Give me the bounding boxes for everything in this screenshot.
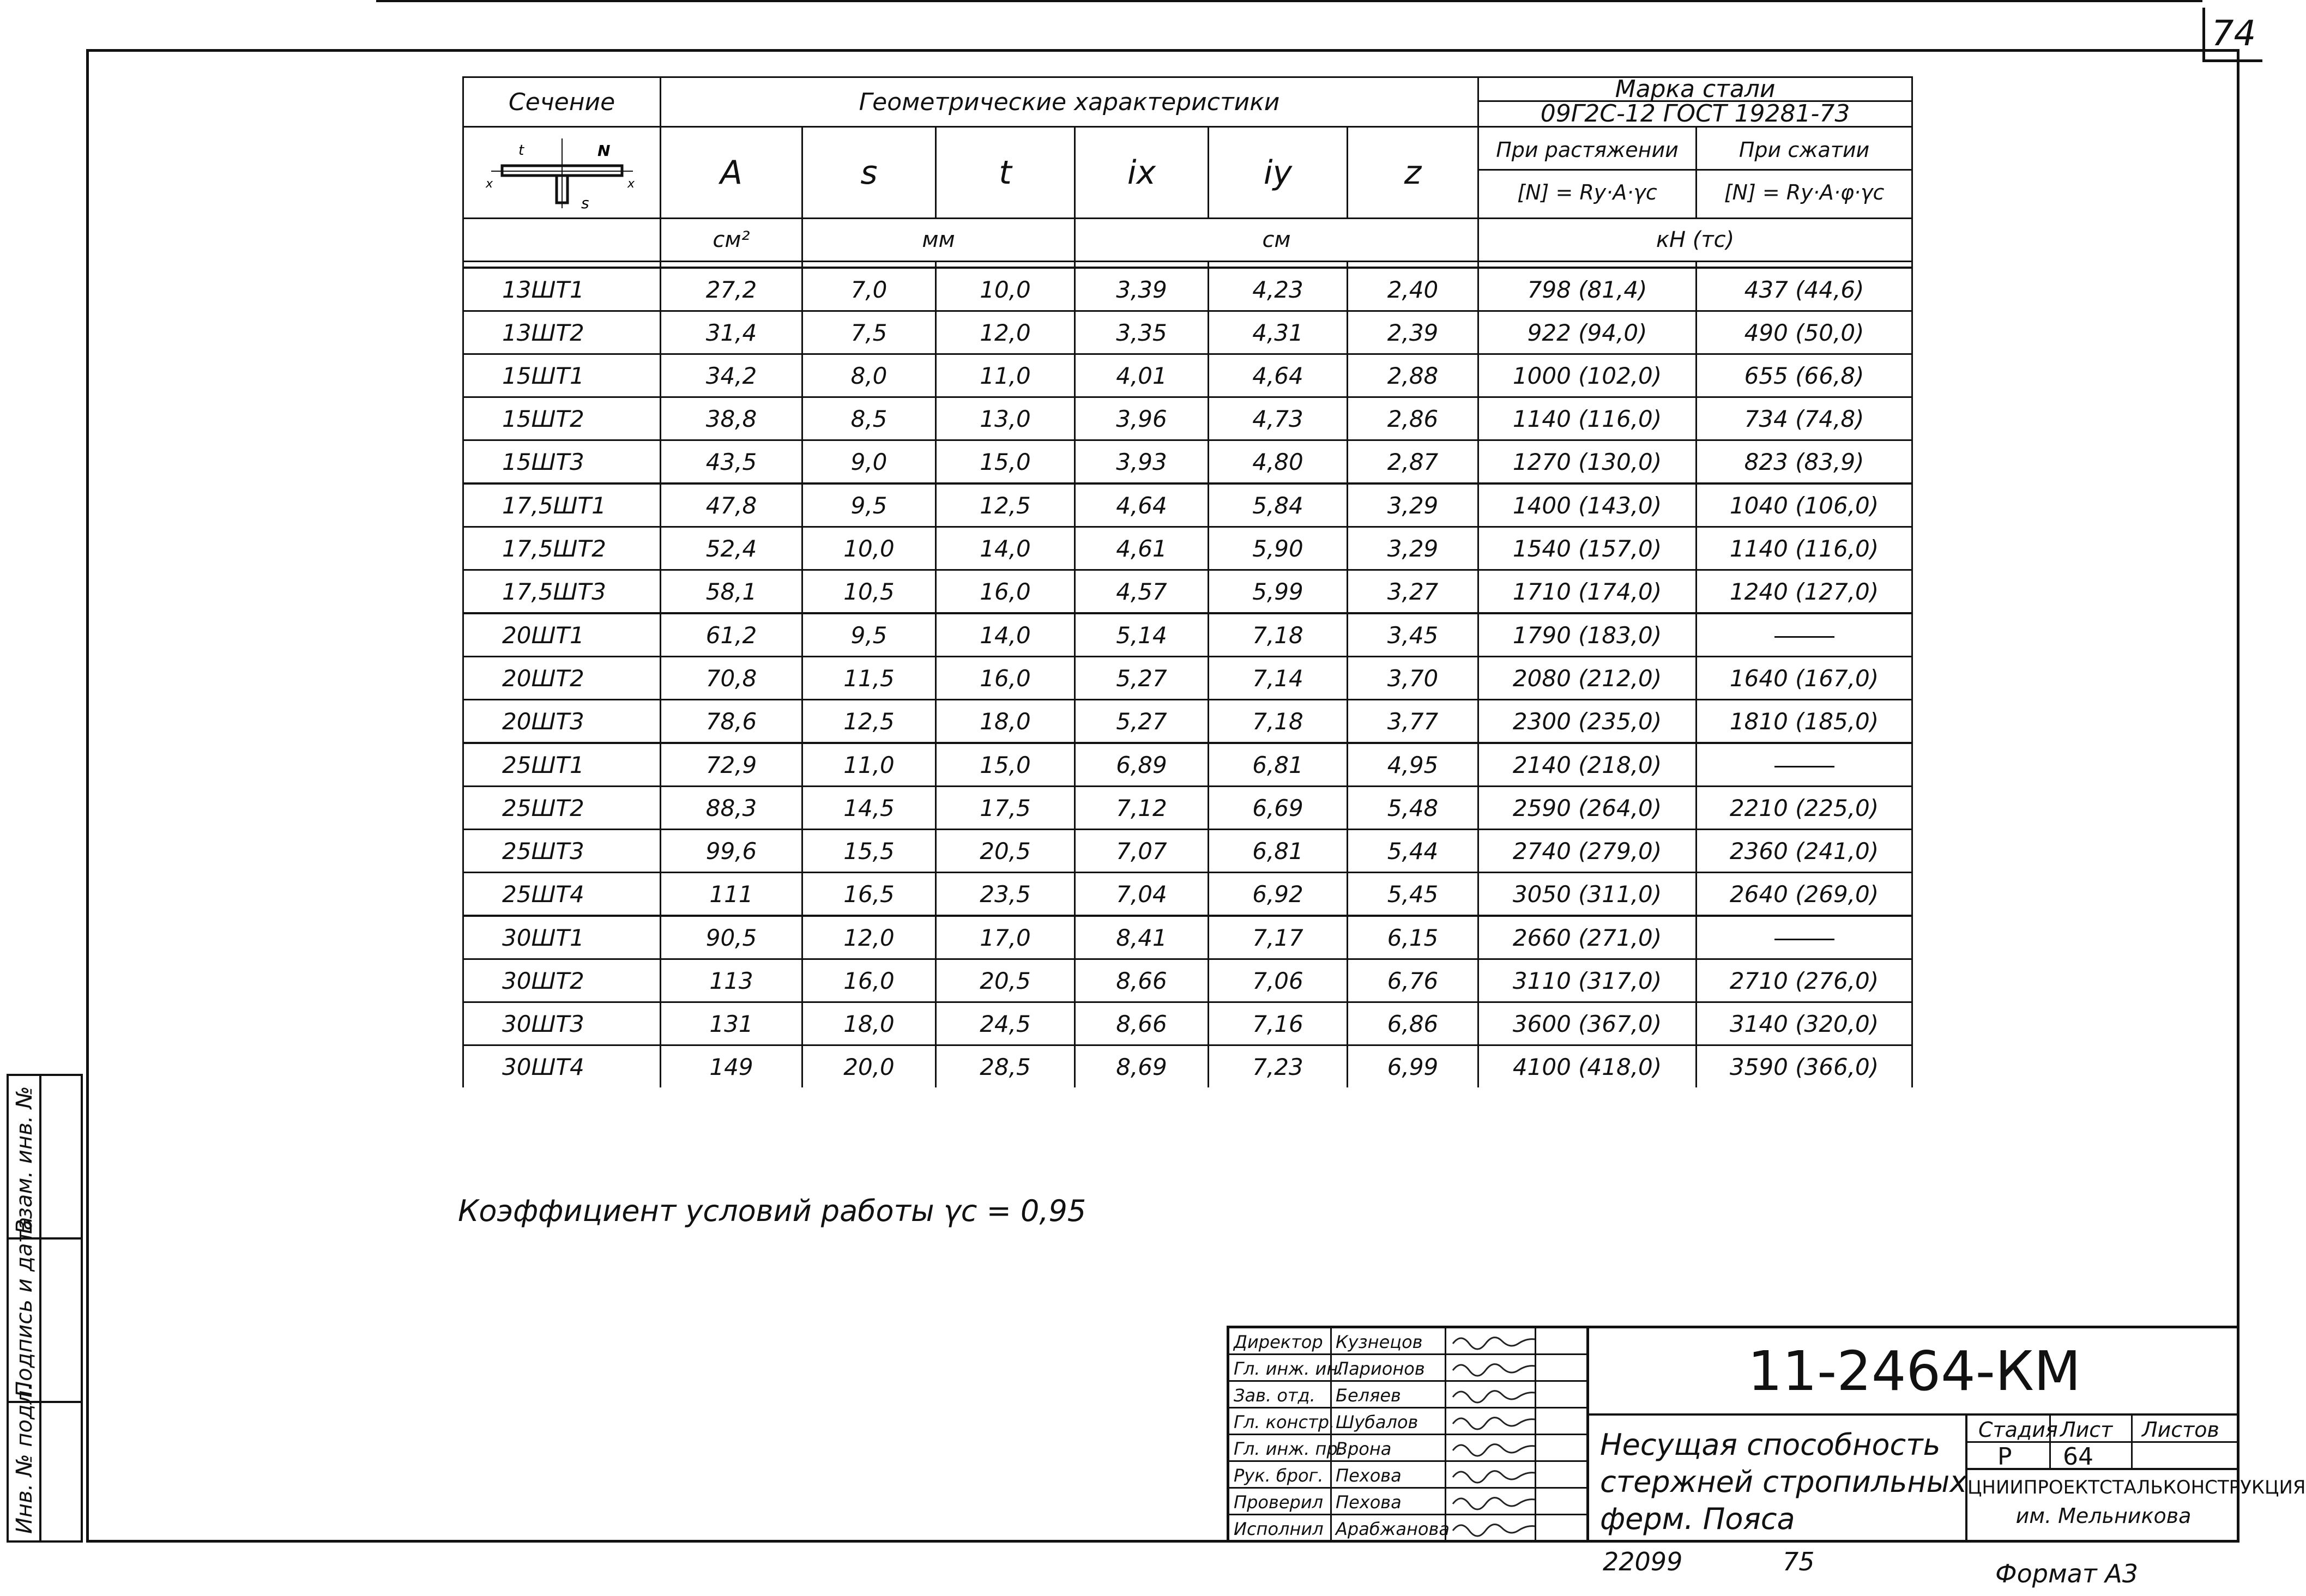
compression-header: [1697, 127, 1912, 219]
cell-compression: 1640 (167,0): [1697, 657, 1912, 700]
person-name: Беляев: [1336, 1385, 1401, 1406]
cell-t: 23,5: [936, 873, 1075, 916]
load-capacity-table: [462, 76, 1913, 1087]
tension-label: При растяжении: [1479, 131, 1695, 171]
cell-name: 25ШТ4: [463, 873, 661, 916]
cell-s: 7,0: [802, 268, 936, 311]
cell-z: 5,44: [1348, 830, 1478, 873]
cell-s: 20,0: [802, 1045, 936, 1088]
cell-ix: 4,64: [1075, 483, 1209, 527]
cell-tension: 4100 (418,0): [1478, 1045, 1697, 1088]
stage-label: Стадия: [1978, 1418, 2058, 1442]
cell-name: 13ШТ2: [463, 311, 661, 354]
table-row: [463, 268, 1912, 311]
role-label: Зав. отд.: [1234, 1385, 1315, 1406]
svg-text:t: t: [518, 142, 524, 159]
cell-tension: 3050 (311,0): [1478, 873, 1697, 916]
handwritten-signatures: [1447, 1328, 1540, 1543]
cell-A: 61,2: [661, 613, 802, 657]
cell-A: 38,8: [661, 397, 802, 440]
cell-s: 18,0: [802, 1002, 936, 1045]
cell-ix: 7,04: [1075, 873, 1209, 916]
cell-tension: 2140 (218,0): [1478, 743, 1697, 787]
cell-compression: 1140 (116,0): [1697, 527, 1912, 570]
cell-A: 72,9: [661, 743, 802, 787]
col-z: z: [1348, 127, 1478, 219]
cell-compression: [1697, 743, 1912, 787]
cell-z: 3,77: [1348, 700, 1478, 743]
signature-column-line: [1445, 1328, 1446, 1543]
cell-ix: 8,66: [1075, 959, 1209, 1002]
stage-block: [1965, 1416, 2306, 1543]
cell-ix: 4,57: [1075, 570, 1209, 614]
cell-z: 2,87: [1348, 440, 1478, 484]
cell-iy: 6,81: [1209, 830, 1348, 873]
cell-tension: 922 (94,0): [1478, 311, 1697, 354]
cell-tension: 1540 (157,0): [1478, 527, 1697, 570]
cell-tension: 3600 (367,0): [1478, 1002, 1697, 1045]
cell-compression: 2710 (276,0): [1697, 959, 1912, 1002]
cell-t: 14,0: [936, 613, 1075, 657]
cell-tension: 2300 (235,0): [1478, 700, 1697, 743]
cell-iy: 7,16: [1209, 1002, 1348, 1045]
cell-tension: 2080 (212,0): [1478, 657, 1697, 700]
cell-name: 30ШТ3: [463, 1002, 661, 1045]
compression-formula: [N] = Ry·A·φ·γc: [1724, 180, 1885, 204]
cell-t: 12,0: [936, 311, 1075, 354]
cell-s: 10,0: [802, 527, 936, 570]
cell-compression: 655 (66,8): [1697, 354, 1912, 397]
table-row: [463, 959, 1912, 1002]
cell-iy: 4,64: [1209, 354, 1348, 397]
cell-ix: 8,41: [1075, 916, 1209, 959]
role-label: Рук. брог.: [1234, 1465, 1324, 1486]
cell-s: 12,0: [802, 916, 936, 959]
cell-compression: 1240 (127,0): [1697, 570, 1912, 614]
inv-original-label: Инв. № подл.: [12, 1383, 37, 1534]
cell-name: 17,5ШТ1: [463, 483, 661, 527]
cell-ix: 3,39: [1075, 268, 1209, 311]
cell-z: 2,86: [1348, 397, 1478, 440]
cell-compression: 3590 (366,0): [1697, 1045, 1912, 1088]
cell-t: 15,0: [936, 743, 1075, 787]
geometry-header: Геометрические характеристики: [661, 77, 1478, 127]
cell-t: 16,0: [936, 570, 1075, 614]
table-row: [463, 1002, 1912, 1045]
cell-t: 14,0: [936, 527, 1075, 570]
unit-blank: [463, 219, 661, 262]
cell-tension: 2590 (264,0): [1478, 787, 1697, 830]
cell-iy: 7,18: [1209, 700, 1348, 743]
cell-compression: 2640 (269,0): [1697, 873, 1912, 916]
table-row: [463, 311, 1912, 354]
cell-name: 30ШТ4: [463, 1045, 661, 1088]
cell-t: 10,0: [936, 268, 1075, 311]
cell-name: 13ШТ1: [463, 268, 661, 311]
table-row: [463, 700, 1912, 743]
col-A: A: [661, 127, 802, 219]
cell-ix: 3,96: [1075, 397, 1209, 440]
role-label: Гл. констр.: [1234, 1412, 1335, 1432]
cell-A: 58,1: [661, 570, 802, 614]
col-s: s: [802, 127, 936, 219]
stage-value: Р: [1997, 1443, 2012, 1471]
unit-area: см²: [661, 219, 802, 262]
cell-A: 27,2: [661, 268, 802, 311]
role-label: Гл. инж. ин.: [1234, 1358, 1344, 1379]
sheets-label: Листов: [2142, 1418, 2219, 1442]
cell-z: 3,29: [1348, 527, 1478, 570]
role-label: Проверил: [1234, 1492, 1324, 1513]
signature-column-line: [1330, 1328, 1332, 1543]
cell-iy: 7,23: [1209, 1045, 1348, 1088]
cell-t: 16,0: [936, 657, 1075, 700]
signature-date-label: Подпись и дата: [12, 1217, 37, 1398]
steel-grade-value: 09Г2С-12 ГОСТ 19281-73: [1540, 99, 1850, 128]
drawing-code: 11-2464-КМ: [1747, 1339, 2081, 1403]
sheet-corner-number: 74: [2202, 8, 2262, 62]
col-t: t: [936, 127, 1075, 219]
cell-tension: 1140 (116,0): [1478, 397, 1697, 440]
cell-compression: 1810 (185,0): [1697, 700, 1912, 743]
sheet-value: 64: [2063, 1443, 2093, 1471]
cell-t: 18,0: [936, 700, 1075, 743]
cell-ix: 5,27: [1075, 700, 1209, 743]
organization: ЦНИИПРОЕКТСТАЛЬКОНСТРУКЦИЯ: [1967, 1477, 2306, 1498]
cell-z: 6,76: [1348, 959, 1478, 1002]
cell-iy: 5,84: [1209, 483, 1348, 527]
svg-text:s: s: [581, 194, 589, 212]
cell-iy: 6,81: [1209, 743, 1348, 787]
organization-sub: им. Мельникова: [2015, 1504, 2192, 1528]
cell-A: 70,8: [661, 657, 802, 700]
cell-s: 16,0: [802, 959, 936, 1002]
table-row: [463, 483, 1912, 527]
cell-z: 3,27: [1348, 570, 1478, 614]
table-row: [463, 354, 1912, 397]
cell-A: 131: [661, 1002, 802, 1045]
table-row: [463, 613, 1912, 657]
cell-compression: 734 (74,8): [1697, 397, 1912, 440]
unit-force: кН (тс): [1478, 219, 1912, 262]
page-number: 75: [1783, 1547, 1815, 1576]
cell-z: 5,45: [1348, 873, 1478, 916]
tension-header: [1478, 127, 1697, 219]
table-row: [463, 570, 1912, 614]
strip-cell-signature: [9, 1240, 81, 1403]
cell-name: 25ШТ2: [463, 787, 661, 830]
cell-name: 25ШТ3: [463, 830, 661, 873]
cell-tension: 1790 (183,0): [1478, 613, 1697, 657]
cell-t: 20,5: [936, 830, 1075, 873]
cell-A: 52,4: [661, 527, 802, 570]
cell-t: 12,5: [936, 483, 1075, 527]
table-row: [463, 657, 1912, 700]
cell-z: 3,29: [1348, 483, 1478, 527]
cell-iy: 6,69: [1209, 787, 1348, 830]
person-name: Шубалов: [1336, 1412, 1418, 1432]
unit-cm: см: [1075, 219, 1478, 262]
cell-compression: 1040 (106,0): [1697, 483, 1912, 527]
cell-ix: 8,69: [1075, 1045, 1209, 1088]
cell-compression: 3140 (320,0): [1697, 1002, 1912, 1045]
cell-A: 78,6: [661, 700, 802, 743]
cell-ix: 8,66: [1075, 1002, 1209, 1045]
cell-compression: 823 (83,9): [1697, 440, 1912, 484]
left-stamp-strip: [7, 1074, 83, 1543]
cell-s: 12,5: [802, 700, 936, 743]
table-row: [463, 830, 1912, 873]
person-name: Кузнецов: [1336, 1332, 1423, 1352]
cell-ix: 4,61: [1075, 527, 1209, 570]
cell-z: 6,99: [1348, 1045, 1478, 1088]
cell-name: 15ШТ1: [463, 354, 661, 397]
person-name: Ларионов: [1336, 1358, 1425, 1379]
table-row: [463, 743, 1912, 787]
cell-s: 9,5: [802, 483, 936, 527]
table-row: [463, 873, 1912, 916]
cell-z: 6,86: [1348, 1002, 1478, 1045]
cell-t: 15,0: [936, 440, 1075, 484]
cell-name: 17,5ШТ2: [463, 527, 661, 570]
cell-tension: 1000 (102,0): [1478, 354, 1697, 397]
table-row: [463, 397, 1912, 440]
t-section-sketch: [463, 127, 661, 219]
cell-z: 6,15: [1348, 916, 1478, 959]
cell-tension: 3110 (317,0): [1478, 959, 1697, 1002]
cell-z: 5,48: [1348, 787, 1478, 830]
cell-iy: 4,80: [1209, 440, 1348, 484]
cell-iy: 4,31: [1209, 311, 1348, 354]
table-body: [463, 268, 1912, 1087]
top-border-line: [376, 0, 2202, 2]
cell-iy: 7,18: [1209, 613, 1348, 657]
cell-ix: 6,89: [1075, 743, 1209, 787]
cell-ix: 7,12: [1075, 787, 1209, 830]
col-iy: iy: [1209, 127, 1348, 219]
cell-iy: 4,23: [1209, 268, 1348, 311]
cell-tension: 2740 (279,0): [1478, 830, 1697, 873]
cell-A: 88,3: [661, 787, 802, 830]
role-label: Директор: [1234, 1332, 1323, 1352]
cell-t: 20,5: [936, 959, 1075, 1002]
cell-tension: 798 (81,4): [1478, 268, 1697, 311]
section-header: Сечение: [463, 77, 661, 127]
sheet-format: Формат А3: [1995, 1559, 2138, 1588]
t-section-icon: [480, 128, 644, 212]
col-ix: ix: [1075, 127, 1209, 219]
person-name: Арабжанова: [1336, 1519, 1450, 1539]
drawing-code-cell: [1589, 1328, 2239, 1416]
cell-compression: [1697, 613, 1912, 657]
cell-iy: 4,73: [1209, 397, 1348, 440]
cell-ix: 4,01: [1075, 354, 1209, 397]
steel-grade-label: Марка стали: [1479, 78, 1911, 102]
cell-s: 10,5: [802, 570, 936, 614]
cell-z: 3,70: [1348, 657, 1478, 700]
archive-number: 22099: [1603, 1547, 1683, 1576]
cell-z: 2,40: [1348, 268, 1478, 311]
cell-tension: 1270 (130,0): [1478, 440, 1697, 484]
cell-z: 4,95: [1348, 743, 1478, 787]
cell-s: 14,5: [802, 787, 936, 830]
cell-tension: 1400 (143,0): [1478, 483, 1697, 527]
signatures-table: [1229, 1328, 1589, 1543]
role-label: Исполнил: [1234, 1519, 1324, 1539]
cell-compression: 490 (50,0): [1697, 311, 1912, 354]
cell-s: 15,5: [802, 830, 936, 873]
table-row: [463, 440, 1912, 484]
title-block: [1227, 1326, 2306, 1543]
table-row: [463, 1045, 1912, 1088]
cell-t: 11,0: [936, 354, 1075, 397]
cell-A: 111: [661, 873, 802, 916]
person-name: Врона: [1336, 1438, 1392, 1459]
cell-iy: 7,14: [1209, 657, 1348, 700]
cell-s: 16,5: [802, 873, 936, 916]
cell-s: 9,0: [802, 440, 936, 484]
cell-A: 43,5: [661, 440, 802, 484]
cell-name: 30ШТ1: [463, 916, 661, 959]
cell-ix: 7,07: [1075, 830, 1209, 873]
cell-iy: 5,90: [1209, 527, 1348, 570]
steel-grade-header: [1478, 77, 1912, 127]
person-name: Пехова: [1336, 1465, 1402, 1486]
cell-z: 3,45: [1348, 613, 1478, 657]
cell-s: 7,5: [802, 311, 936, 354]
cell-tension: 1710 (174,0): [1478, 570, 1697, 614]
cell-name: 20ШТ3: [463, 700, 661, 743]
cell-name: 20ШТ1: [463, 613, 661, 657]
cell-ix: 5,27: [1075, 657, 1209, 700]
cell-s: 9,5: [802, 613, 936, 657]
cell-A: 34,2: [661, 354, 802, 397]
cell-iy: 5,99: [1209, 570, 1348, 614]
cell-s: 8,5: [802, 397, 936, 440]
person-name: Пехова: [1336, 1492, 1402, 1513]
svg-text:x: x: [627, 177, 635, 191]
cell-z: 2,39: [1348, 311, 1478, 354]
cell-name: 25ШТ1: [463, 743, 661, 787]
cell-s: 11,5: [802, 657, 936, 700]
svg-text:x: x: [485, 177, 493, 191]
cell-t: 17,5: [936, 787, 1075, 830]
cell-A: 99,6: [661, 830, 802, 873]
cell-tension: 2660 (271,0): [1478, 916, 1697, 959]
sheet-label: Лист: [2060, 1418, 2113, 1442]
cell-name: 15ШТ3: [463, 440, 661, 484]
cell-ix: 3,35: [1075, 311, 1209, 354]
cell-compression: 2360 (241,0): [1697, 830, 1912, 873]
cell-iy: 7,06: [1209, 959, 1348, 1002]
cell-z: 2,88: [1348, 354, 1478, 397]
unit-mm: мм: [802, 219, 1075, 262]
svg-text:N: N: [597, 142, 610, 160]
cell-t: 28,5: [936, 1045, 1075, 1088]
table-row: [463, 527, 1912, 570]
role-label: Гл. инж. пр.: [1234, 1438, 1343, 1459]
cell-ix: 3,93: [1075, 440, 1209, 484]
cell-t: 17,0: [936, 916, 1075, 959]
cell-A: 47,8: [661, 483, 802, 527]
cell-s: 11,0: [802, 743, 936, 787]
cell-t: 13,0: [936, 397, 1075, 440]
cell-ix: 5,14: [1075, 613, 1209, 657]
drawing-description: Несущая способность стержней стропильных ферм. Пояса: [1600, 1428, 1967, 1536]
table-row: [463, 787, 1912, 830]
cell-name: 17,5ШТ3: [463, 570, 661, 614]
cell-compression: [1697, 916, 1912, 959]
cell-t: 24,5: [936, 1002, 1075, 1045]
cell-name: 15ШТ2: [463, 397, 661, 440]
strip-cell-replaces: [9, 1076, 81, 1240]
cell-compression: 437 (44,6): [1697, 268, 1912, 311]
cell-A: 149: [661, 1045, 802, 1088]
tension-formula: [N] = Ry·A·γc: [1517, 180, 1657, 204]
cell-A: 31,4: [661, 311, 802, 354]
compression-label: При сжатии: [1697, 131, 1911, 171]
cell-name: 30ШТ2: [463, 959, 661, 1002]
cell-iy: 6,92: [1209, 873, 1348, 916]
cell-compression: 2210 (225,0): [1697, 787, 1912, 830]
cell-iy: 7,17: [1209, 916, 1348, 959]
cell-s: 8,0: [802, 354, 936, 397]
coefficient-note: Коэффициент условий работы γc = 0,95: [458, 1194, 1086, 1228]
cell-A: 90,5: [661, 916, 802, 959]
table-row: [463, 916, 1912, 959]
cell-A: 113: [661, 959, 802, 1002]
replaces-inv-label: Взам. инв. №: [12, 1086, 37, 1234]
cell-name: 20ШТ2: [463, 657, 661, 700]
